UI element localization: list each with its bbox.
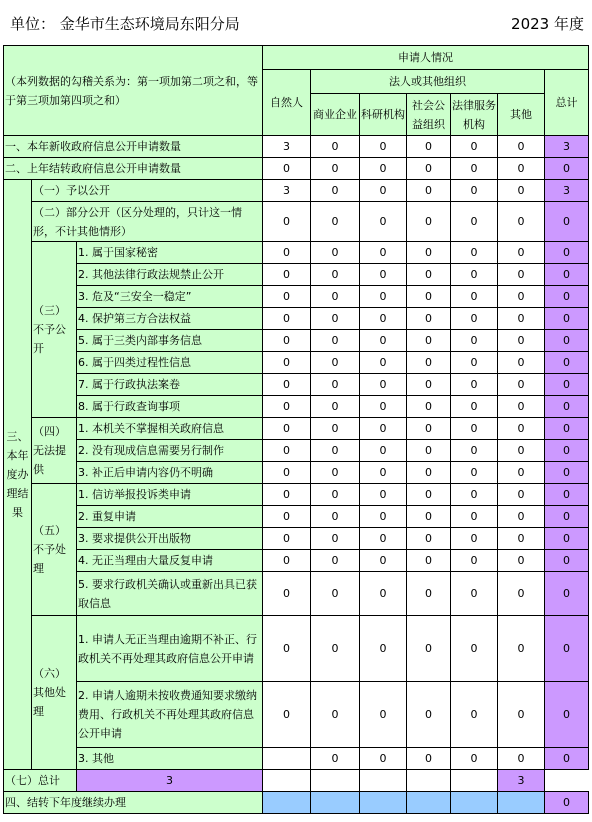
value-cell: 0 — [498, 264, 545, 286]
table-row — [4, 286, 589, 308]
value-cell: 0 — [498, 550, 545, 572]
row-label: （一）予以公开 — [32, 180, 263, 202]
value-cell: 0 — [451, 682, 498, 748]
value-cell — [360, 792, 407, 814]
value-cell: 0 — [311, 572, 360, 616]
value-cell: 0 — [545, 352, 589, 374]
value-cell: 0 — [407, 550, 451, 572]
value-cell: 0 — [360, 682, 407, 748]
value-cell: 0 — [407, 308, 451, 330]
value-cell: 0 — [451, 286, 498, 308]
value-cell: 0 — [360, 528, 407, 550]
value-cell: 0 — [498, 242, 545, 264]
value-cell: 0 — [407, 484, 451, 506]
value-cell: 3 — [263, 180, 311, 202]
value-cell: 0 — [451, 748, 498, 770]
table-note: （本列数据的勾稽关系为：第一项加第二项之和，等于第三项加第四项之和） — [4, 46, 263, 136]
table-row — [4, 440, 589, 462]
value-cell: 0 — [360, 330, 407, 352]
value-cell: 0 — [451, 616, 498, 682]
value-cell: 0 — [407, 202, 451, 242]
value-cell: 0 — [451, 158, 498, 180]
value-cell: 0 — [451, 308, 498, 330]
value-cell: 0 — [263, 550, 311, 572]
table-row — [4, 484, 589, 506]
row-label: 4. 无正当理由大量反复申请 — [77, 550, 263, 572]
table-row — [4, 264, 589, 286]
value-cell: 0 — [311, 418, 360, 440]
value-cell: 0 — [545, 616, 589, 682]
table-row — [4, 396, 589, 418]
value-cell: 0 — [311, 264, 360, 286]
value-cell — [451, 792, 498, 814]
row-label: 5. 属于三类内部事务信息 — [77, 330, 263, 352]
value-cell: 0 — [311, 286, 360, 308]
value-cell: 0 — [498, 616, 545, 682]
table-row — [4, 242, 589, 264]
natural-person-header: 自然人 — [263, 70, 311, 136]
row-label: 4. 保护第三方合法权益 — [77, 308, 263, 330]
value-cell: 0 — [498, 418, 545, 440]
value-cell: 0 — [545, 528, 589, 550]
value-cell: 0 — [311, 308, 360, 330]
value-cell: 3 — [545, 180, 589, 202]
value-cell: 0 — [263, 286, 311, 308]
value-cell: 0 — [451, 352, 498, 374]
value-cell: 0 — [545, 396, 589, 418]
social-header: 社会公益组织 — [407, 94, 451, 136]
value-cell: 0 — [407, 528, 451, 550]
table-row — [4, 748, 589, 770]
row-label: 2. 申请人逾期未按收费通知要求缴纳费用、行政机关不再处理其政府信息公开申请 — [77, 682, 263, 748]
value-cell: 0 — [407, 286, 451, 308]
value-cell — [263, 792, 311, 814]
value-cell: 0 — [263, 158, 311, 180]
row-label: 2. 没有现成信息需要另行制作 — [77, 440, 263, 462]
value-cell: 0 — [360, 158, 407, 180]
value-cell: 0 — [498, 180, 545, 202]
value-cell: 0 — [263, 682, 311, 748]
applicant-info-header: 申请人情况 — [263, 46, 589, 70]
group-label: （六）其他处理 — [32, 616, 77, 770]
table-row — [4, 528, 589, 550]
value-cell: 0 — [498, 484, 545, 506]
value-cell — [407, 770, 451, 792]
table-row — [4, 770, 589, 792]
value-cell — [407, 792, 451, 814]
value-cell: 0 — [407, 462, 451, 484]
value-cell: 0 — [498, 158, 545, 180]
value-cell: 0 — [451, 572, 498, 616]
table-row — [4, 330, 589, 352]
value-cell: 0 — [451, 396, 498, 418]
table-row — [4, 418, 589, 440]
value-cell: 0 — [545, 158, 589, 180]
value-cell: 0 — [498, 286, 545, 308]
value-cell: 0 — [360, 440, 407, 462]
value-cell: 0 — [311, 136, 360, 158]
value-cell: 0 — [311, 462, 360, 484]
value-cell: 0 — [360, 484, 407, 506]
value-cell: 0 — [360, 308, 407, 330]
value-cell: 0 — [545, 792, 589, 814]
value-cell: 3 — [263, 136, 311, 158]
value-cell — [263, 770, 311, 792]
table-row — [4, 180, 589, 202]
value-cell — [311, 792, 360, 814]
value-cell: 0 — [451, 180, 498, 202]
value-cell: 0 — [311, 202, 360, 242]
value-cell: 0 — [498, 308, 545, 330]
value-cell: 0 — [263, 264, 311, 286]
value-cell: 0 — [545, 286, 589, 308]
value-cell: 0 — [311, 506, 360, 528]
row-label: 四、结转下年度继续办理 — [4, 792, 263, 814]
value-cell: 0 — [407, 180, 451, 202]
value-cell: 0 — [360, 572, 407, 616]
value-cell: 0 — [407, 682, 451, 748]
legal-service-header: 法律服务机构 — [451, 94, 498, 136]
value-cell: 0 — [311, 550, 360, 572]
value-cell: 0 — [311, 242, 360, 264]
value-cell: 0 — [360, 136, 407, 158]
value-cell: 0 — [407, 440, 451, 462]
value-cell: 0 — [451, 550, 498, 572]
value-cell: 0 — [263, 418, 311, 440]
value-cell: 0 — [263, 528, 311, 550]
table-row — [4, 202, 589, 242]
value-cell: 0 — [360, 202, 407, 242]
row-label: 5. 要求行政机关确认或重新出具已获取信息 — [77, 572, 263, 616]
research-header: 科研机构 — [360, 94, 407, 136]
value-cell: 0 — [263, 484, 311, 506]
value-cell: 0 — [451, 440, 498, 462]
value-cell: 0 — [451, 418, 498, 440]
group-label: （五）不予处理 — [32, 484, 77, 616]
value-cell: 0 — [498, 330, 545, 352]
value-cell: 0 — [360, 242, 407, 264]
report-year: 2023 年度 — [511, 15, 584, 33]
value-cell — [263, 748, 311, 770]
value-cell — [360, 770, 407, 792]
table-row — [4, 506, 589, 528]
value-cell: 0 — [451, 506, 498, 528]
group-label: （四）无法提供 — [32, 418, 77, 484]
value-cell: 0 — [311, 330, 360, 352]
total-header: 总计 — [545, 70, 589, 136]
value-cell: 0 — [451, 136, 498, 158]
value-cell: 0 — [407, 616, 451, 682]
unit-label: 单位： 金华市生态环境局东阳分局 — [10, 15, 240, 33]
value-cell: 0 — [263, 616, 311, 682]
value-cell: 0 — [360, 506, 407, 528]
row-label: 1. 本机关不掌握相关政府信息 — [77, 418, 263, 440]
value-cell: 0 — [545, 264, 589, 286]
table-row — [4, 374, 589, 396]
value-cell: 0 — [545, 308, 589, 330]
value-cell: 0 — [311, 484, 360, 506]
value-cell: 0 — [263, 506, 311, 528]
value-cell: 0 — [263, 202, 311, 242]
table-row — [4, 682, 589, 748]
value-cell: 0 — [311, 396, 360, 418]
value-cell: 0 — [311, 528, 360, 550]
value-cell: 0 — [498, 396, 545, 418]
value-cell: 0 — [498, 374, 545, 396]
value-cell: 0 — [407, 352, 451, 374]
value-cell: 0 — [360, 264, 407, 286]
value-cell: 0 — [360, 374, 407, 396]
value-cell: 0 — [498, 748, 545, 770]
value-cell: 0 — [498, 440, 545, 462]
value-cell — [451, 770, 498, 792]
value-cell: 0 — [451, 330, 498, 352]
value-cell: 0 — [360, 616, 407, 682]
value-cell: 0 — [263, 440, 311, 462]
value-cell: 0 — [263, 352, 311, 374]
row-label: 3. 其他 — [77, 748, 263, 770]
value-cell: 0 — [360, 396, 407, 418]
row-label: 8. 属于行政查询事项 — [77, 396, 263, 418]
section3-label: 三、本年度办理结果 — [4, 180, 32, 770]
table-row — [4, 352, 589, 374]
table-row — [4, 550, 589, 572]
row-label: 7. 属于行政执法案卷 — [77, 374, 263, 396]
legal-person-header: 法人或其他组织 — [311, 70, 545, 94]
table-row — [4, 136, 589, 158]
value-cell: 0 — [545, 748, 589, 770]
value-cell: 0 — [451, 484, 498, 506]
value-cell: 0 — [407, 374, 451, 396]
value-cell: 0 — [545, 462, 589, 484]
row-label: 2. 其他法律行政法规禁止公开 — [77, 264, 263, 286]
value-cell: 0 — [311, 748, 360, 770]
value-cell: 0 — [545, 418, 589, 440]
row-label: 6. 属于四类过程性信息 — [77, 352, 263, 374]
value-cell: 0 — [407, 748, 451, 770]
value-cell — [311, 770, 360, 792]
value-cell: 0 — [545, 330, 589, 352]
value-cell: 0 — [263, 242, 311, 264]
value-cell: 0 — [263, 572, 311, 616]
value-cell: 0 — [407, 418, 451, 440]
value-cell: 0 — [545, 550, 589, 572]
value-cell: 0 — [498, 682, 545, 748]
row-label: 3. 要求提供公开出版物 — [77, 528, 263, 550]
value-cell: 0 — [360, 418, 407, 440]
value-cell: 0 — [407, 506, 451, 528]
group-label: （三）不予公开 — [32, 242, 77, 418]
value-cell: 0 — [360, 462, 407, 484]
row-label: 3. 危及“三安全一稳定” — [77, 286, 263, 308]
value-cell: 0 — [498, 528, 545, 550]
value-cell: 0 — [451, 264, 498, 286]
row-label: 1. 申请人无正当理由逾期不补正、行政机关不再处理其政府信息公开申请 — [77, 616, 263, 682]
value-cell: 0 — [360, 180, 407, 202]
value-cell: 0 — [545, 572, 589, 616]
value-cell: 0 — [545, 202, 589, 242]
value-cell: 0 — [498, 202, 545, 242]
value-cell: 0 — [263, 462, 311, 484]
value-cell: 0 — [263, 330, 311, 352]
row-label: 二、上年结转政府信息公开申请数量 — [4, 158, 263, 180]
row-label: 1. 信访举报投诉类申请 — [77, 484, 263, 506]
disclosure-table — [3, 45, 589, 814]
value-cell: 0 — [407, 136, 451, 158]
table-row — [4, 572, 589, 616]
value-cell: 0 — [545, 242, 589, 264]
value-cell: 0 — [545, 484, 589, 506]
value-cell: 0 — [545, 506, 589, 528]
value-cell: 0 — [498, 352, 545, 374]
value-cell: 0 — [360, 748, 407, 770]
value-cell: 3 — [498, 770, 545, 792]
value-cell: 0 — [407, 330, 451, 352]
value-cell: 0 — [263, 374, 311, 396]
value-cell: 0 — [451, 374, 498, 396]
value-cell: 0 — [311, 352, 360, 374]
row-label: （二）部分公开（区分处理的，只计这一情形，不计其他情形） — [32, 202, 263, 242]
value-cell: 0 — [407, 158, 451, 180]
value-cell: 0 — [451, 528, 498, 550]
value-cell: 0 — [311, 180, 360, 202]
row-label: 3. 补正后申请内容仍不明确 — [77, 462, 263, 484]
row-label: （七）总计 — [4, 770, 77, 792]
row-label: 2. 重复申请 — [77, 506, 263, 528]
value-cell: 0 — [311, 616, 360, 682]
value-cell: 0 — [263, 396, 311, 418]
value-cell: 0 — [545, 440, 589, 462]
table-row — [4, 462, 589, 484]
value-cell: 0 — [498, 572, 545, 616]
value-cell: 0 — [498, 506, 545, 528]
value-cell: 0 — [545, 374, 589, 396]
value-cell: 3 — [77, 770, 263, 792]
value-cell: 0 — [451, 202, 498, 242]
table-row — [4, 792, 589, 814]
value-cell: 0 — [311, 440, 360, 462]
row-label: 一、本年新收政府信息公开申请数量 — [4, 136, 263, 158]
other-header: 其他 — [498, 94, 545, 136]
value-cell: 3 — [545, 136, 589, 158]
value-cell: 0 — [311, 158, 360, 180]
value-cell: 0 — [407, 242, 451, 264]
value-cell: 0 — [311, 682, 360, 748]
value-cell: 0 — [360, 550, 407, 572]
value-cell: 0 — [360, 352, 407, 374]
table-row — [4, 158, 589, 180]
table-row — [4, 308, 589, 330]
value-cell — [498, 792, 545, 814]
row-label: 1. 属于国家秘密 — [77, 242, 263, 264]
value-cell: 0 — [545, 682, 589, 748]
value-cell: 0 — [407, 572, 451, 616]
value-cell: 0 — [407, 264, 451, 286]
report-header — [0, 0, 592, 42]
value-cell: 0 — [311, 374, 360, 396]
table-row — [4, 616, 589, 682]
value-cell: 0 — [360, 286, 407, 308]
value-cell: 0 — [451, 462, 498, 484]
value-cell: 0 — [263, 308, 311, 330]
commercial-header: 商业企业 — [311, 94, 360, 136]
value-cell: 0 — [451, 242, 498, 264]
value-cell: 0 — [498, 136, 545, 158]
value-cell: 0 — [407, 396, 451, 418]
value-cell: 0 — [498, 462, 545, 484]
